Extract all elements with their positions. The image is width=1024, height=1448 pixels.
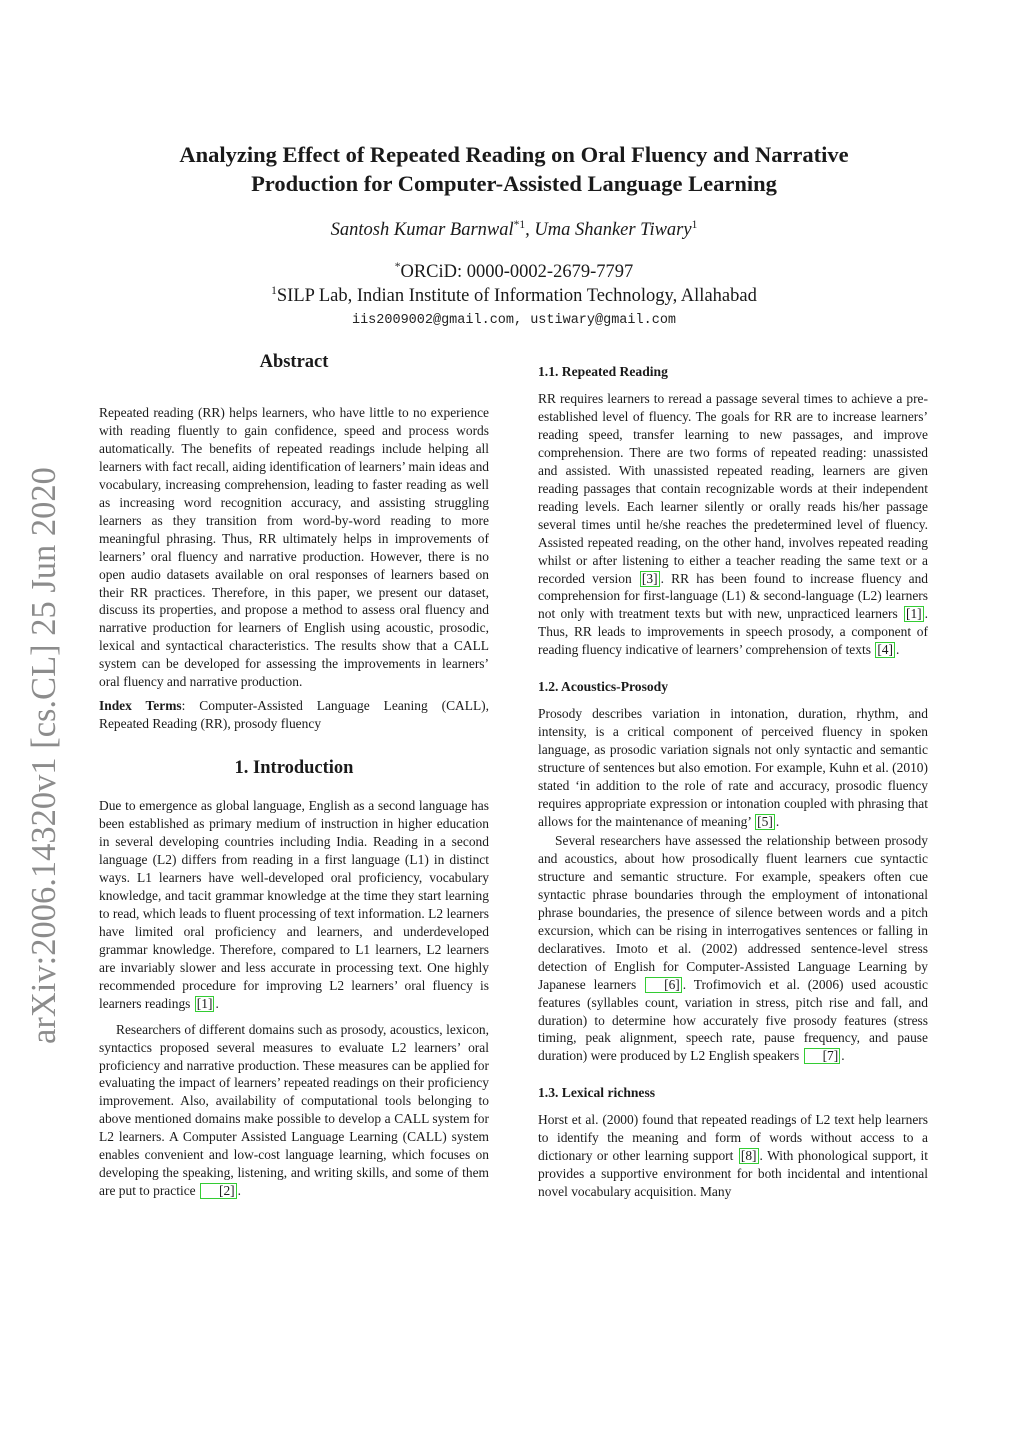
citation-4[interactable]: [4]: [877, 642, 893, 658]
repeated-reading-heading: 1.1. Repeated Reading: [538, 364, 668, 379]
abstract-heading: Abstract: [259, 352, 329, 372]
citation-3[interactable]: [3]: [641, 570, 658, 586]
intro-p1-text: Due to emergence as global language, English as a second language has been established as primary medium of instruction in higher education in several developing countries including India. Reading in a second language (L2) differs from reading in a first language (L1) in distinct ways. L1 learners have well-developed oral proficiency, vocabulary knowledge, and tacit grammar knowledge at the time they start learning to read, which leads to fluent processing of text information. L2 learners have limited oral proficiency and learners, and underdeveloped grammar knowledge. Therefore, compared to L1 learners, L2 learners are invariably slower and less accurate in processing text. One highly recommended procedure for improving L2 learners’ oral fluency is learners readings: [99, 798, 489, 1011]
index-terms-label: Index Terms: [99, 698, 182, 714]
author-list: [100, 218, 928, 242]
lexical-paragraph: [538, 1111, 928, 1201]
left-column: [99, 350, 489, 1200]
citation-8[interactable]: [8]: [740, 1148, 757, 1164]
citation-5[interactable]: [5]: [757, 814, 773, 830]
citation-1[interactable]: [1]: [196, 995, 213, 1011]
prosody-p1-end: .: [775, 814, 780, 830]
prosody-p2-text-3: .: [841, 1048, 845, 1064]
intro-paragraph-2: [99, 1021, 489, 1201]
rr-text-4: .: [895, 642, 900, 658]
prosody-paragraph-2: [538, 832, 928, 1065]
introduction-heading: 1. Introduction: [234, 758, 354, 779]
lab: SILP Lab, Indian Institute of Information Technology, Allahabad: [276, 286, 757, 306]
orcid: ORCiD: 0000-0002-2679-7797: [400, 262, 634, 282]
paper-title: [100, 140, 928, 198]
lab-marker: 1: [271, 284, 277, 297]
lexical-text-2: . With phonological support, it provides a supportive environment for both incidental and intentional novel vocabulary acquisition. Many: [538, 1148, 929, 1200]
index-terms-text: : Computer-Assisted Language Leaning (CALL), Repeated Reading (RR), prosody fluency: [99, 698, 489, 732]
title-line-1: Analyzing Effect of Repeated Reading on Oral Fluency and Narrative: [179, 142, 849, 167]
lab-line: [100, 284, 928, 308]
citation-7[interactable]: [7]: [804, 1048, 841, 1064]
title-line-2: Production for Computer-Assisted Language Learning: [251, 171, 777, 196]
lexical-text-1: Horst et al. (2000) found that repeated readings of L2 text help learners to identify the meaning and form of words without access to a dictionary or other learning support: [538, 1112, 928, 1164]
intro-paragraph-1: [99, 797, 489, 1012]
author-separator: ,: [525, 220, 535, 240]
author-emails: iis2009002@gmail.com, ustiwary@gmail.com: [351, 313, 677, 328]
intro-p2-end: .: [237, 1183, 242, 1199]
intro-p1-end: .: [215, 995, 219, 1011]
right-column: [538, 350, 928, 1201]
author-1: Santosh Kumar Barnwal: [330, 220, 514, 240]
citation-1-again[interactable]: [1]: [905, 606, 922, 622]
acoustics-prosody-heading: 1.2. Acoustics-Prosody: [538, 679, 669, 695]
rr-text-3: . Thus, RR leads to improvements in speech prosody, a component of reading fluency indicative of learners’ comprehension of texts: [538, 606, 928, 658]
author-2: Uma Shanker Tiwary: [534, 220, 692, 240]
prosody-p2-text-1: Several researchers have assessed the relationship between prosody and acoustics, about how prosodically fluent learners cue syntactic structure and semantic structure. For example, speakers often cue syntactic phrase boundaries through the employment of intonational phrase boundaries, the presence of silence between words and a pitch excursion, which can be rising in interrogatives sentences or falling in declaratives. Imoto et al. (2002) addressed sentence-level stress detection of English for Computer-Assisted Language Learning by Japanese learners: [538, 832, 928, 992]
affiliation-block: [100, 260, 928, 308]
index-terms: [99, 697, 489, 733]
prosody-paragraph-1: [538, 705, 928, 831]
arxiv-id: arXiv:2006.14320v1 [cs.CL] 25 Jun 2020: [24, 466, 63, 1044]
repeated-reading-paragraph: [538, 390, 928, 659]
arxiv-stamp: [22, 455, 66, 1055]
citation-6[interactable]: [6]: [645, 977, 682, 993]
orcid-marker: *: [394, 260, 401, 273]
citation-2[interactable]: [2]: [200, 1183, 237, 1199]
intro-p2-text: Researchers of different domains such as prosody, acoustics, lexicon, syntactics proposed several measures to evaluate L2 learners’ oral proficiency and narrative production. These measures can be applied for evaluating the impact of learners’ repeated readings on their proficiency improvement. Also, availability of computational tools belonging to above mentioned domains make possible to develop a CALL system for L2 learners. A Computer Assisted Language Learning (CALL) system enables convenient and low-cost language learning, which focuses on developing the speaking, listening, and writing skills, and some of them are put to practice: [99, 1021, 489, 1199]
author-1-marker: *1: [513, 218, 526, 231]
author-2-marker: 1: [691, 218, 698, 231]
abstract-text: Repeated reading (RR) helps learners, who have little to no experience with reading fluently to gain confidence, speed and process words automatically. The benefits of repeated readings include helping all learners with fact recall, aiding identification of learners’ main ideas and vocabulary, increasing comprehension, leading to faster reading as well as increasing word recognition accuracy, and assisting struggling learners as they transition from word-by-word reading to more meaningful phrasing. Thus, RR ultimately helps in improvements of learners’ oral fluency and narrative production. However, there is no open audio datasets available on oral responses of learners based on their RR practices. Therefore, in this paper, we present our dataset, discuss its properties, and propose a method to assess oral fluency and narrative production for learners of English using acoustic, prosodic, lexical and syntactical characteristics. The results show that a CALL system can be developed for assessing the improvements in learners’ oral fluency and narrative production.: [99, 405, 489, 690]
rr-text-1: RR requires learners to reread a passage several times to achieve a pre-established level of fluency. The goals for RR are to increase learners’ reading speed, transfer learning to new passages, and improve comprehension. There are two forms of repeated reading: unassisted and assisted. With unassisted repeated reading, learners are given reading passages that contain recognizable words at their independent reading levels. Each learner silently or orally reads his/her passage several times until he/she reaches the predetermined level of fluency. Assisted repeated reading, on the other hand, involves repeated reading whilst or after listening to either a teacher reading the same text or a recorded version: [538, 391, 928, 586]
rr-text-2: . RR has been found to increase fluency and comprehension for first-language (L1) & second-language (L2) learners not only with treatment texts but with new, unpracticed learners: [538, 570, 929, 622]
prosody-p2-text-2: . Trofimovich et al. (2006) used acoustic features (syllables count, variation in stress, pitch rise and fall, and duration) to determine how accurately five prosody features (stress timing, peak alignment, speech rate, pause frequency, and pause duration) were produced by L2 English speakers: [538, 976, 928, 1064]
lexical-richness-heading: 1.3. Lexical richness: [538, 1085, 656, 1101]
orcid-line: [100, 260, 928, 284]
prosody-p1-text: Prosody describes variation in intonation, duration, rhythm, and intensity, is a critical component of perceived fluency in spoken language, as prosodic variation signals not only syntactic and semantic structure of sentences but also emotion. For example, Kuhn et al. (2010) stated ‘in addition to the role of rate and accuracy, prosodic fluency requires appropriate expression or intonation coupled with phrasing that allows for the maintenance of meaning’: [538, 706, 928, 830]
